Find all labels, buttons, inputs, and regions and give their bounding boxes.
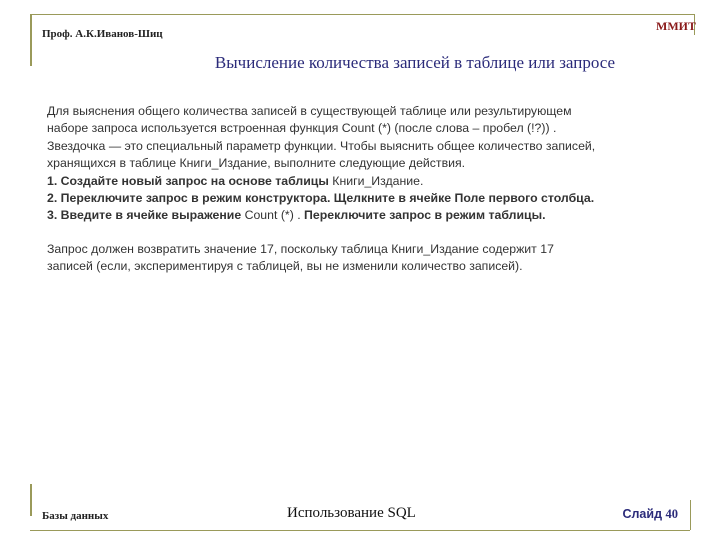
step-1-normal: Книги_Издание.	[328, 173, 424, 188]
slide-title: Вычисление количества записей в таблице или запросе	[214, 53, 616, 72]
step-3-normal: Count (*) .	[241, 208, 305, 223]
paragraph-line: записей (если, экспериментируя с таблицей, вы не изменили количество записей).	[47, 259, 523, 274]
step-1-bold: 1. Создайте новый запрос на основе таблицы	[47, 173, 329, 188]
step-3-bold-b: Переключите запрос в режим таблицы.	[304, 208, 546, 223]
step-1	[47, 173, 679, 190]
step-2: 2. Переключите запрос в режим конструктора. Щелкните в ячейке Поле первого столбца.	[47, 191, 595, 206]
paragraph-line: Запрос должен возвратить значение 17, поскольку таблица Книги_Издание содержит 17	[47, 241, 554, 256]
header-frame-left-line	[30, 14, 32, 66]
step-3	[47, 207, 679, 224]
paragraph-line: хранящихся в таблице Книги_Издание, выполните следующие действия.	[47, 156, 466, 171]
slide-word: Слайд	[622, 507, 663, 521]
footer-frame-right-line	[690, 500, 691, 530]
paragraph-line: наборе запроса используется встроенная функция Count (*) (после слова – пробел (!?)) .	[47, 121, 557, 136]
step-3-bold-a: 3. Введите в ячейке выражение	[47, 208, 242, 223]
footer-topic-label: Использование SQL	[287, 505, 416, 521]
slide-number: 40	[665, 507, 678, 521]
footer-frame-bottom-line	[30, 530, 690, 531]
slide-body	[47, 103, 679, 276]
organization-label: ММИТ	[656, 19, 696, 33]
paragraph-line: Для выяснения общего количества записей в существующей таблице или результирующем	[47, 104, 572, 118]
slide-number-label	[622, 507, 678, 522]
footer-frame-left-line	[30, 484, 32, 516]
author-label: Проф. А.К.Иванов-Шиц	[42, 28, 163, 40]
paragraph-gap	[47, 225, 679, 241]
footer-course-label: Базы данных	[42, 510, 109, 522]
paragraph-line: Звездочка — это специальный параметр функции. Чтобы выяснить общее количество записей,	[47, 138, 596, 153]
